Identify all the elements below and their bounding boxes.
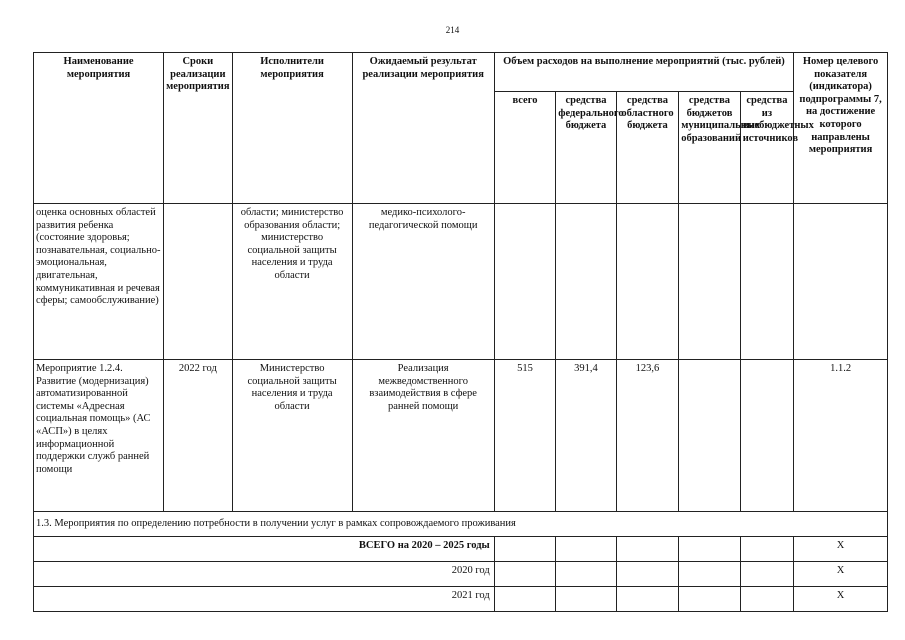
section-row	[34, 512, 888, 537]
total-cell-extra	[740, 537, 793, 562]
measures-table	[33, 52, 888, 612]
cell-total	[494, 204, 556, 360]
cell-terms: 2022 год	[164, 360, 233, 512]
cell-municipal	[679, 204, 741, 360]
header-result: Ожидаемый результат реализации мероприятия	[352, 53, 494, 204]
total-row	[34, 587, 888, 612]
cell-name: оценка основных областей развития ребенка (состояние здоровья; познавательная, социально-эмоциональная, двигательная, коммуникативная и речевая сферы; самообслуживание)	[34, 204, 164, 360]
cell-federal: 391,4	[556, 360, 616, 512]
header-municipal: средства бюджетов муниципальных образований	[679, 92, 741, 204]
header-federal: средства федерального бюджета	[556, 92, 616, 204]
year-cell-extra	[740, 562, 793, 587]
total-cell-total	[494, 537, 556, 562]
year-cell-total	[494, 587, 556, 612]
cell-executors: области; министерство образования области; министерство социальной защиты населения и труда области	[232, 204, 352, 360]
cell-name: Мероприятие 1.2.4. Развитие (модернизация) автоматизированной системы «Адресная социальная помощь» (АС «АСП») в целях информационной поддержки служб ранней помощи	[34, 360, 164, 512]
cell-federal	[556, 204, 616, 360]
total-label: ВСЕГО на 2020 – 2025 годы	[34, 537, 495, 562]
cell-extra	[740, 204, 793, 360]
year-cell-municipal	[679, 587, 741, 612]
cell-municipal	[679, 360, 741, 512]
year-cell-total	[494, 562, 556, 587]
year-cell-regional	[616, 587, 679, 612]
cell-regional	[616, 204, 679, 360]
year-cell-federal	[556, 587, 616, 612]
total-cell-federal	[556, 537, 616, 562]
year-cell-extra	[740, 587, 793, 612]
header-total: всего	[494, 92, 556, 204]
header-executors: Исполнители мероприятия	[232, 53, 352, 204]
header-regional: средства областного бюджета	[616, 92, 679, 204]
section-title: 1.3. Мероприятия по определению потребности в получении услуг в рамках сопровождаемого проживания	[34, 512, 888, 537]
year-label: 2021 год	[34, 587, 495, 612]
total-indicator: X	[794, 537, 888, 562]
cell-executors: Министерство социальной защиты населения и труда области	[232, 360, 352, 512]
cell-terms	[164, 204, 233, 360]
year-cell-municipal	[679, 562, 741, 587]
table-row	[34, 360, 888, 512]
cell-extra	[740, 360, 793, 512]
header-terms: Сроки реализации мероприятия	[164, 53, 233, 204]
year-cell-regional	[616, 562, 679, 587]
cell-total: 515	[494, 360, 556, 512]
cell-indicator: 1.1.2	[794, 360, 888, 512]
year-indicator: X	[794, 587, 888, 612]
cell-result: медико-психолого-педагогической помощи	[352, 204, 494, 360]
header-row-top	[34, 53, 888, 92]
cell-result: Реализация межведомственного взаимодействия в сфере ранней помощи	[352, 360, 494, 512]
total-row	[34, 562, 888, 587]
header-extra: средства из внебюджетных источников	[740, 92, 793, 204]
cell-indicator	[794, 204, 888, 360]
total-row	[34, 537, 888, 562]
year-indicator: X	[794, 562, 888, 587]
total-cell-regional	[616, 537, 679, 562]
header-indicator: Номер целевого показателя (индикатора) подпрограммы 7, на достижение которого направлены мероприятия	[794, 53, 888, 204]
year-label: 2020 год	[34, 562, 495, 587]
table-row	[34, 204, 888, 360]
header-expenses-group: Объем расходов на выполнение мероприятий (тыс. рублей)	[494, 53, 793, 92]
header-name: Наименование мероприятия	[34, 53, 164, 204]
page-number: 214	[445, 25, 460, 35]
year-cell-federal	[556, 562, 616, 587]
cell-regional: 123,6	[616, 360, 679, 512]
total-cell-municipal	[679, 537, 741, 562]
